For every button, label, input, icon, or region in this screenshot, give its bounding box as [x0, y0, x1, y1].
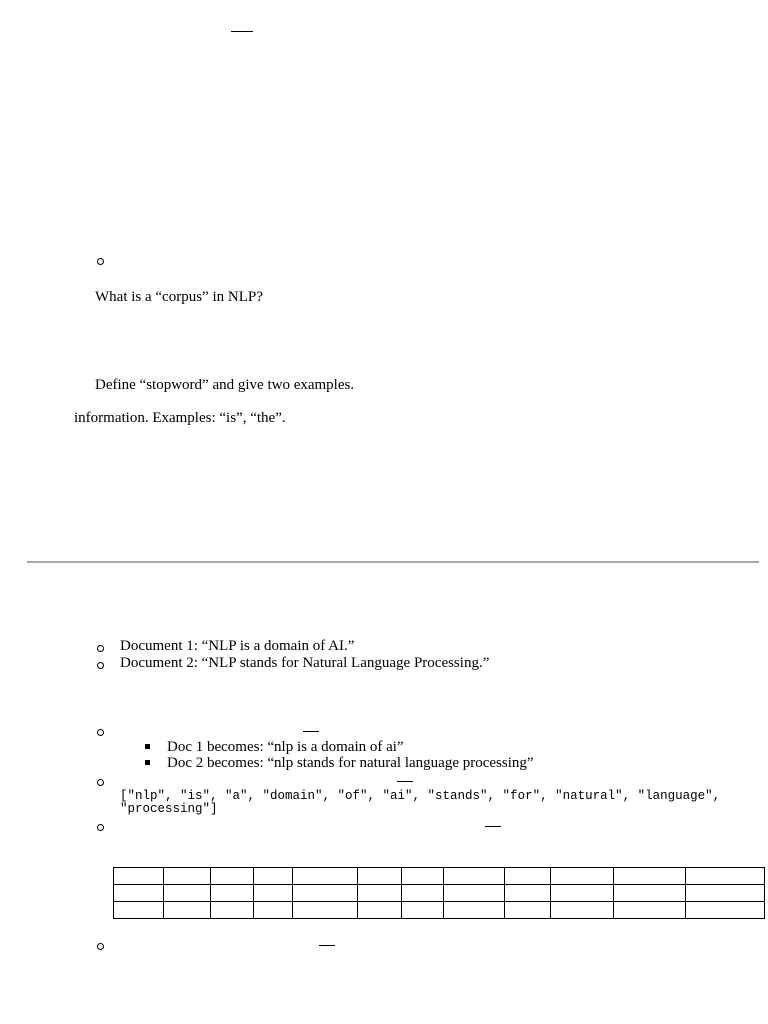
- vocabulary-line-2: "processing"]: [120, 802, 218, 816]
- vocabulary-line-1: ["nlp", "is", "a", "domain", "of", "ai", "stands", "for", "natural", "language",: [120, 789, 721, 803]
- question-stopword: Define “stopword” and give two examples.: [95, 377, 355, 393]
- table-row: [114, 868, 765, 885]
- horizontal-rule: [27, 561, 759, 563]
- dash-mark: [485, 826, 501, 827]
- bullet-circle-icon: [97, 779, 104, 786]
- bullet-circle-icon: [97, 824, 104, 831]
- table-row: [114, 902, 765, 919]
- bullet-circle-icon: [97, 258, 104, 265]
- bullet-circle-icon: [97, 645, 104, 652]
- bullet-circle-icon: [97, 729, 104, 736]
- table-row: [114, 885, 765, 902]
- lowercased-doc-2: Doc 2 becomes: “nlp stands for natural language processing”: [167, 755, 534, 771]
- lowercased-doc-1: Doc 1 becomes: “nlp is a domain of ai”: [167, 739, 404, 755]
- bullet-circle-icon: [97, 662, 104, 669]
- dash-mark: [397, 781, 413, 782]
- bullet-circle-icon: [97, 943, 104, 950]
- question-corpus: What is a “corpus” in NLP?: [95, 289, 263, 305]
- dash-mark: [231, 31, 253, 32]
- dash-mark: [303, 731, 319, 732]
- document-2: Document 2: “NLP stands for Natural Language Processing.”: [120, 655, 490, 671]
- bullet-square-icon: [145, 744, 150, 749]
- bullet-square-icon: [145, 760, 150, 765]
- dash-mark: [319, 945, 335, 946]
- document-1: Document 1: “NLP is a domain of AI.”: [120, 638, 355, 654]
- stopword-answer-fragment: information. Examples: “is”, “the”.: [74, 410, 286, 426]
- bag-of-words-table: [113, 867, 765, 919]
